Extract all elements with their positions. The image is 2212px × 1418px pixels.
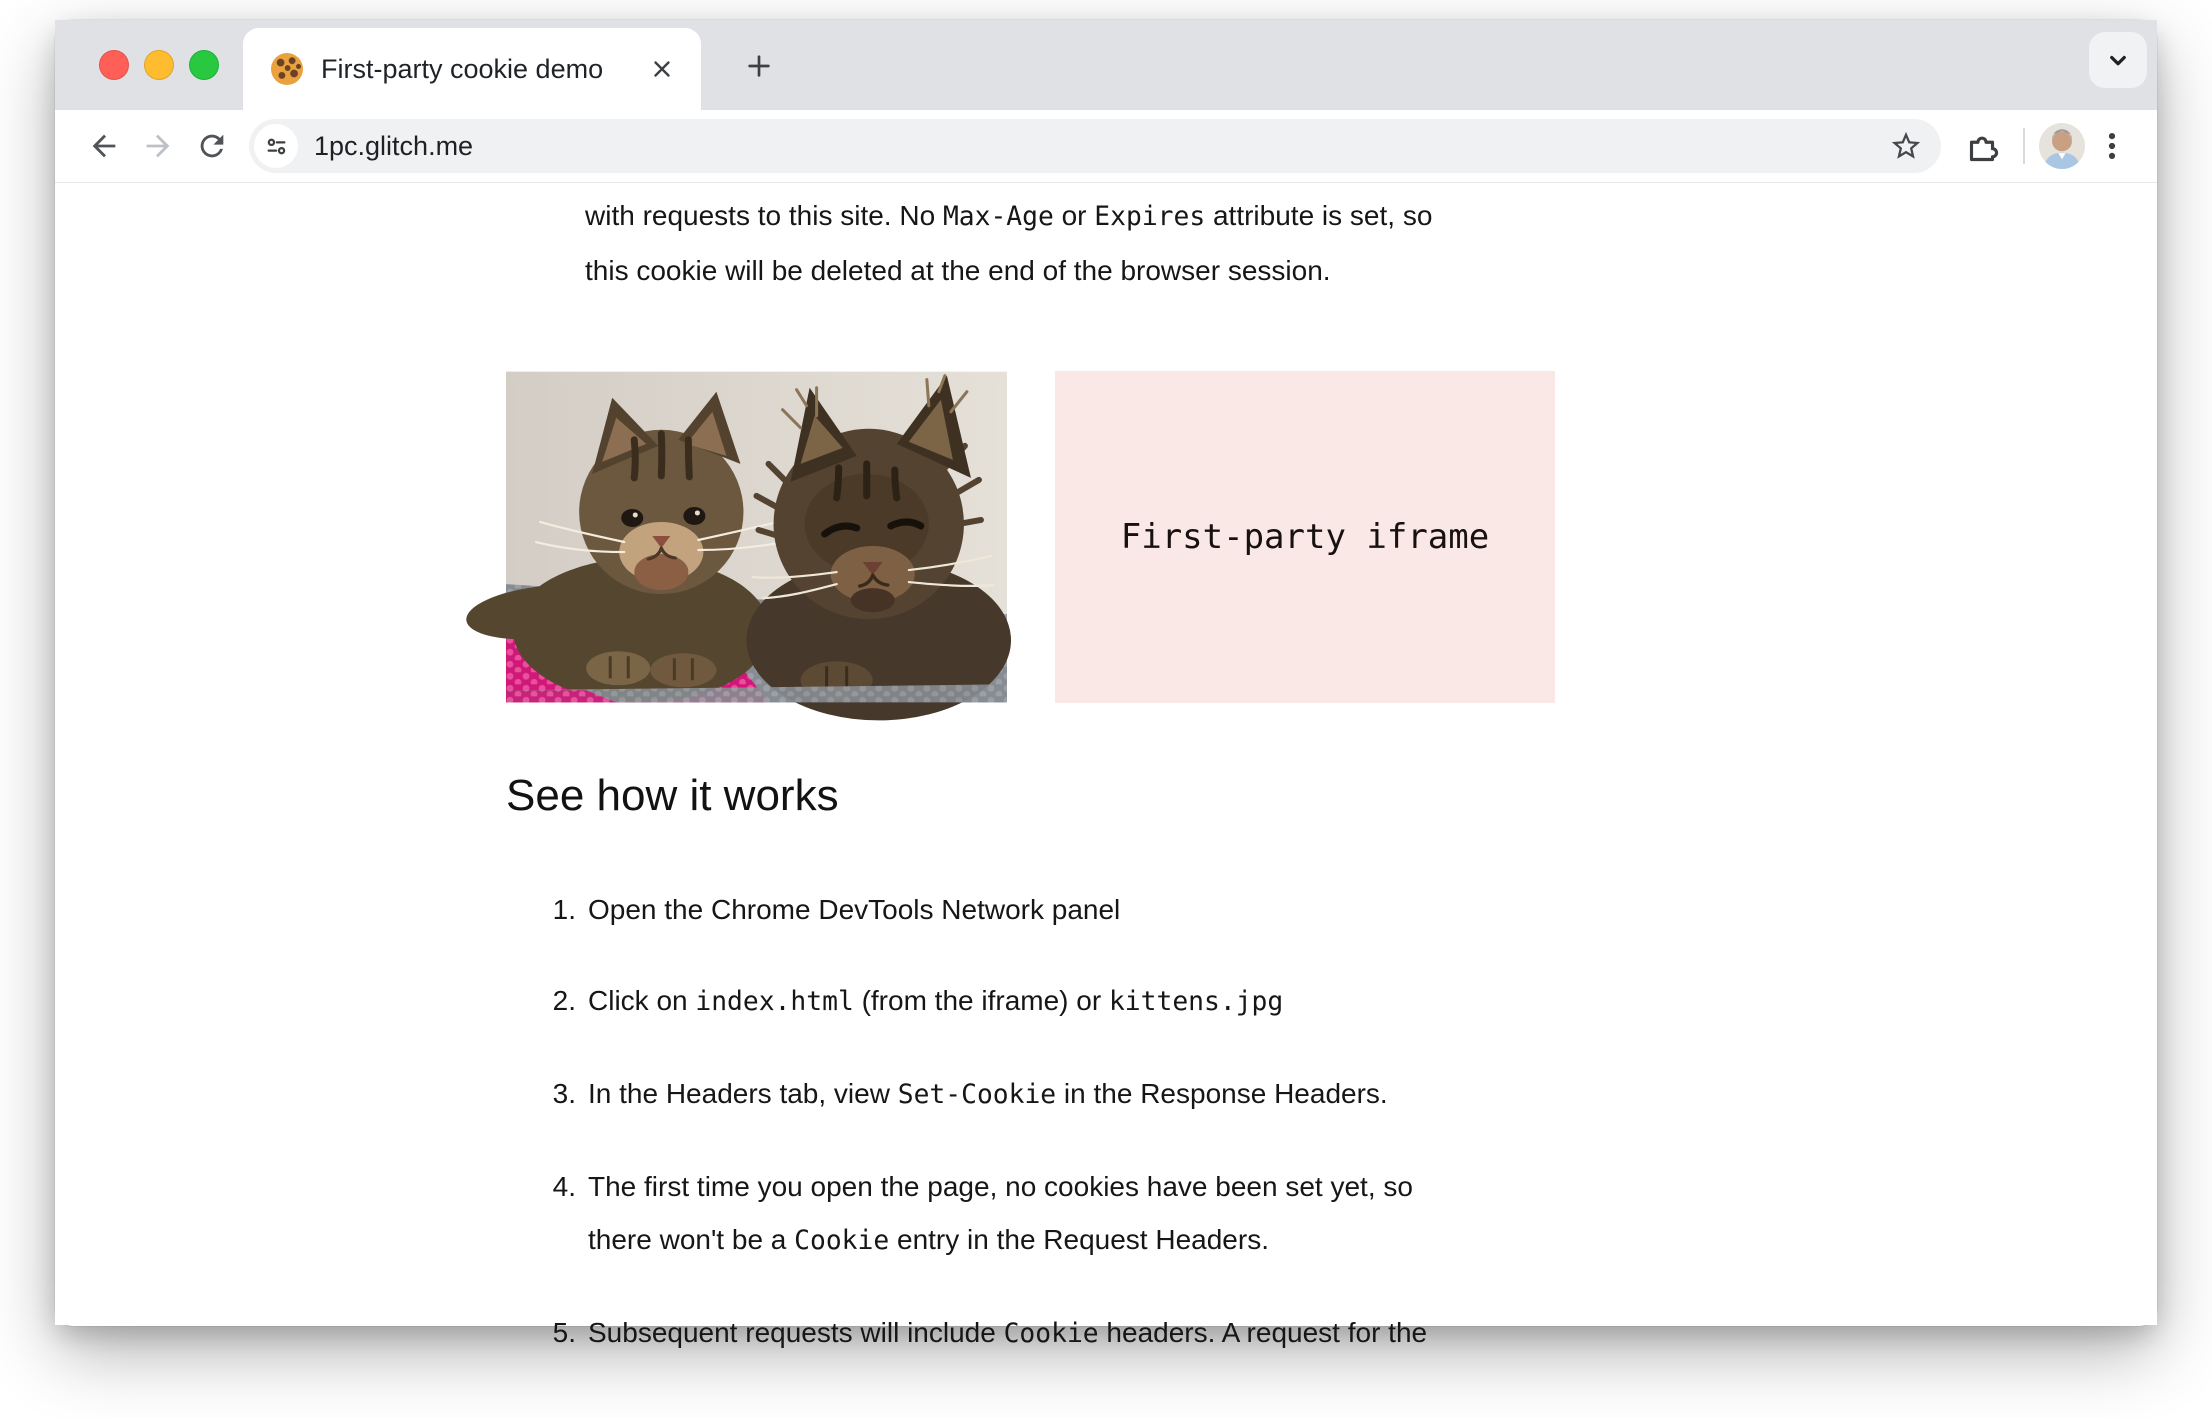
address-bar[interactable] bbox=[249, 119, 1941, 173]
text-span: headers. A request for the bbox=[1098, 1317, 1428, 1348]
url-text: 1pc.glitch.me bbox=[314, 130, 474, 161]
extensions-puzzle-icon bbox=[1964, 128, 2000, 164]
toolbar-separator bbox=[2023, 128, 2025, 164]
forward-arrow-icon bbox=[141, 129, 175, 163]
code-span: kittens.jpg bbox=[1108, 987, 1284, 1017]
step-text bbox=[588, 974, 1283, 1029]
browser-menu-button[interactable] bbox=[2085, 119, 2139, 173]
list-item bbox=[506, 1306, 1766, 1361]
maximize-window-button[interactable] bbox=[189, 50, 219, 80]
close-window-button[interactable] bbox=[99, 50, 129, 80]
site-settings-icon bbox=[263, 133, 290, 160]
section-heading: See how it works bbox=[506, 771, 839, 820]
minimize-window-button[interactable] bbox=[144, 50, 174, 80]
back-button[interactable] bbox=[77, 119, 131, 173]
code-span: Max-Age bbox=[942, 202, 1054, 232]
code-span: Cookie bbox=[1003, 1319, 1099, 1349]
step-text bbox=[588, 1160, 1413, 1268]
steps-list bbox=[506, 883, 1766, 1399]
list-item bbox=[506, 974, 1766, 1029]
kebab-menu-icon bbox=[2095, 129, 2129, 163]
traffic-lights bbox=[99, 50, 219, 80]
text-span: there won't be a bbox=[588, 1224, 795, 1255]
text-span: Subsequent requests will include bbox=[588, 1317, 1004, 1348]
cookie-favicon-icon bbox=[271, 53, 303, 85]
list-item bbox=[506, 883, 1766, 936]
tab-strip bbox=[55, 20, 2157, 110]
step-number: 4. bbox=[552, 1171, 576, 1202]
browser-toolbar bbox=[55, 110, 2157, 183]
close-icon bbox=[649, 56, 675, 82]
site-settings-button[interactable] bbox=[254, 124, 298, 168]
step-number: 3. bbox=[552, 1078, 576, 1109]
kittens-photo bbox=[506, 371, 1007, 703]
star-icon bbox=[1889, 129, 1923, 163]
reload-button[interactable] bbox=[185, 119, 239, 173]
code-span: Cookie bbox=[794, 1226, 890, 1256]
text-span: in the Response Headers. bbox=[1056, 1078, 1388, 1109]
code-span: Expires bbox=[1094, 202, 1206, 232]
chevron-down-icon bbox=[2103, 45, 2133, 75]
text-span: (from the iframe) or bbox=[853, 985, 1109, 1016]
profile-avatar[interactable] bbox=[2039, 123, 2085, 169]
step-number: 2. bbox=[552, 985, 576, 1016]
first-party-iframe bbox=[1055, 371, 1555, 703]
text-span: In the Headers tab, view bbox=[588, 1078, 898, 1109]
text-span: Open the Chrome DevTools Network panel bbox=[588, 894, 1121, 925]
text-span: The first time you open the page, no cookies have been set yet, so bbox=[588, 1171, 1413, 1202]
step-number: 1. bbox=[552, 894, 576, 925]
iframe-label: First-party iframe bbox=[1120, 517, 1490, 557]
page-content bbox=[55, 183, 2157, 1349]
text-span: with requests to this site. No bbox=[585, 200, 943, 231]
new-tab-button[interactable] bbox=[731, 38, 787, 94]
tab-title: First-party cookie demo bbox=[321, 53, 604, 84]
list-item bbox=[506, 1160, 1766, 1268]
step-text bbox=[588, 1067, 1388, 1122]
forward-button[interactable] bbox=[131, 119, 185, 173]
tab-close-button[interactable] bbox=[645, 52, 679, 86]
text-span: entry in the Request Headers. bbox=[889, 1224, 1269, 1255]
list-item bbox=[506, 1067, 1766, 1122]
code-span: index.html bbox=[695, 987, 854, 1017]
avatar-image bbox=[2039, 123, 2085, 169]
text-span: or bbox=[1053, 200, 1095, 231]
text-span: attribute is set, so bbox=[1205, 200, 1433, 231]
reload-icon bbox=[195, 129, 229, 163]
browser-window bbox=[55, 20, 2157, 1349]
text-span: this cookie will be deleted at the end of the browser session. bbox=[585, 255, 1331, 286]
back-arrow-icon bbox=[87, 129, 121, 163]
browser-tab[interactable] bbox=[243, 28, 701, 110]
extensions-button[interactable] bbox=[1955, 119, 2009, 173]
plus-icon bbox=[743, 50, 775, 82]
step-number: 5. bbox=[552, 1317, 576, 1348]
bookmark-button[interactable] bbox=[1883, 123, 1929, 169]
intro-paragraph bbox=[585, 189, 1755, 297]
text-span: Click on bbox=[588, 985, 696, 1016]
tab-search-button[interactable] bbox=[2089, 32, 2147, 88]
step-text bbox=[588, 883, 1120, 936]
kittens-illustration bbox=[506, 371, 1007, 703]
step-text bbox=[588, 1306, 1427, 1361]
code-span: Set-Cookie bbox=[897, 1080, 1057, 1110]
